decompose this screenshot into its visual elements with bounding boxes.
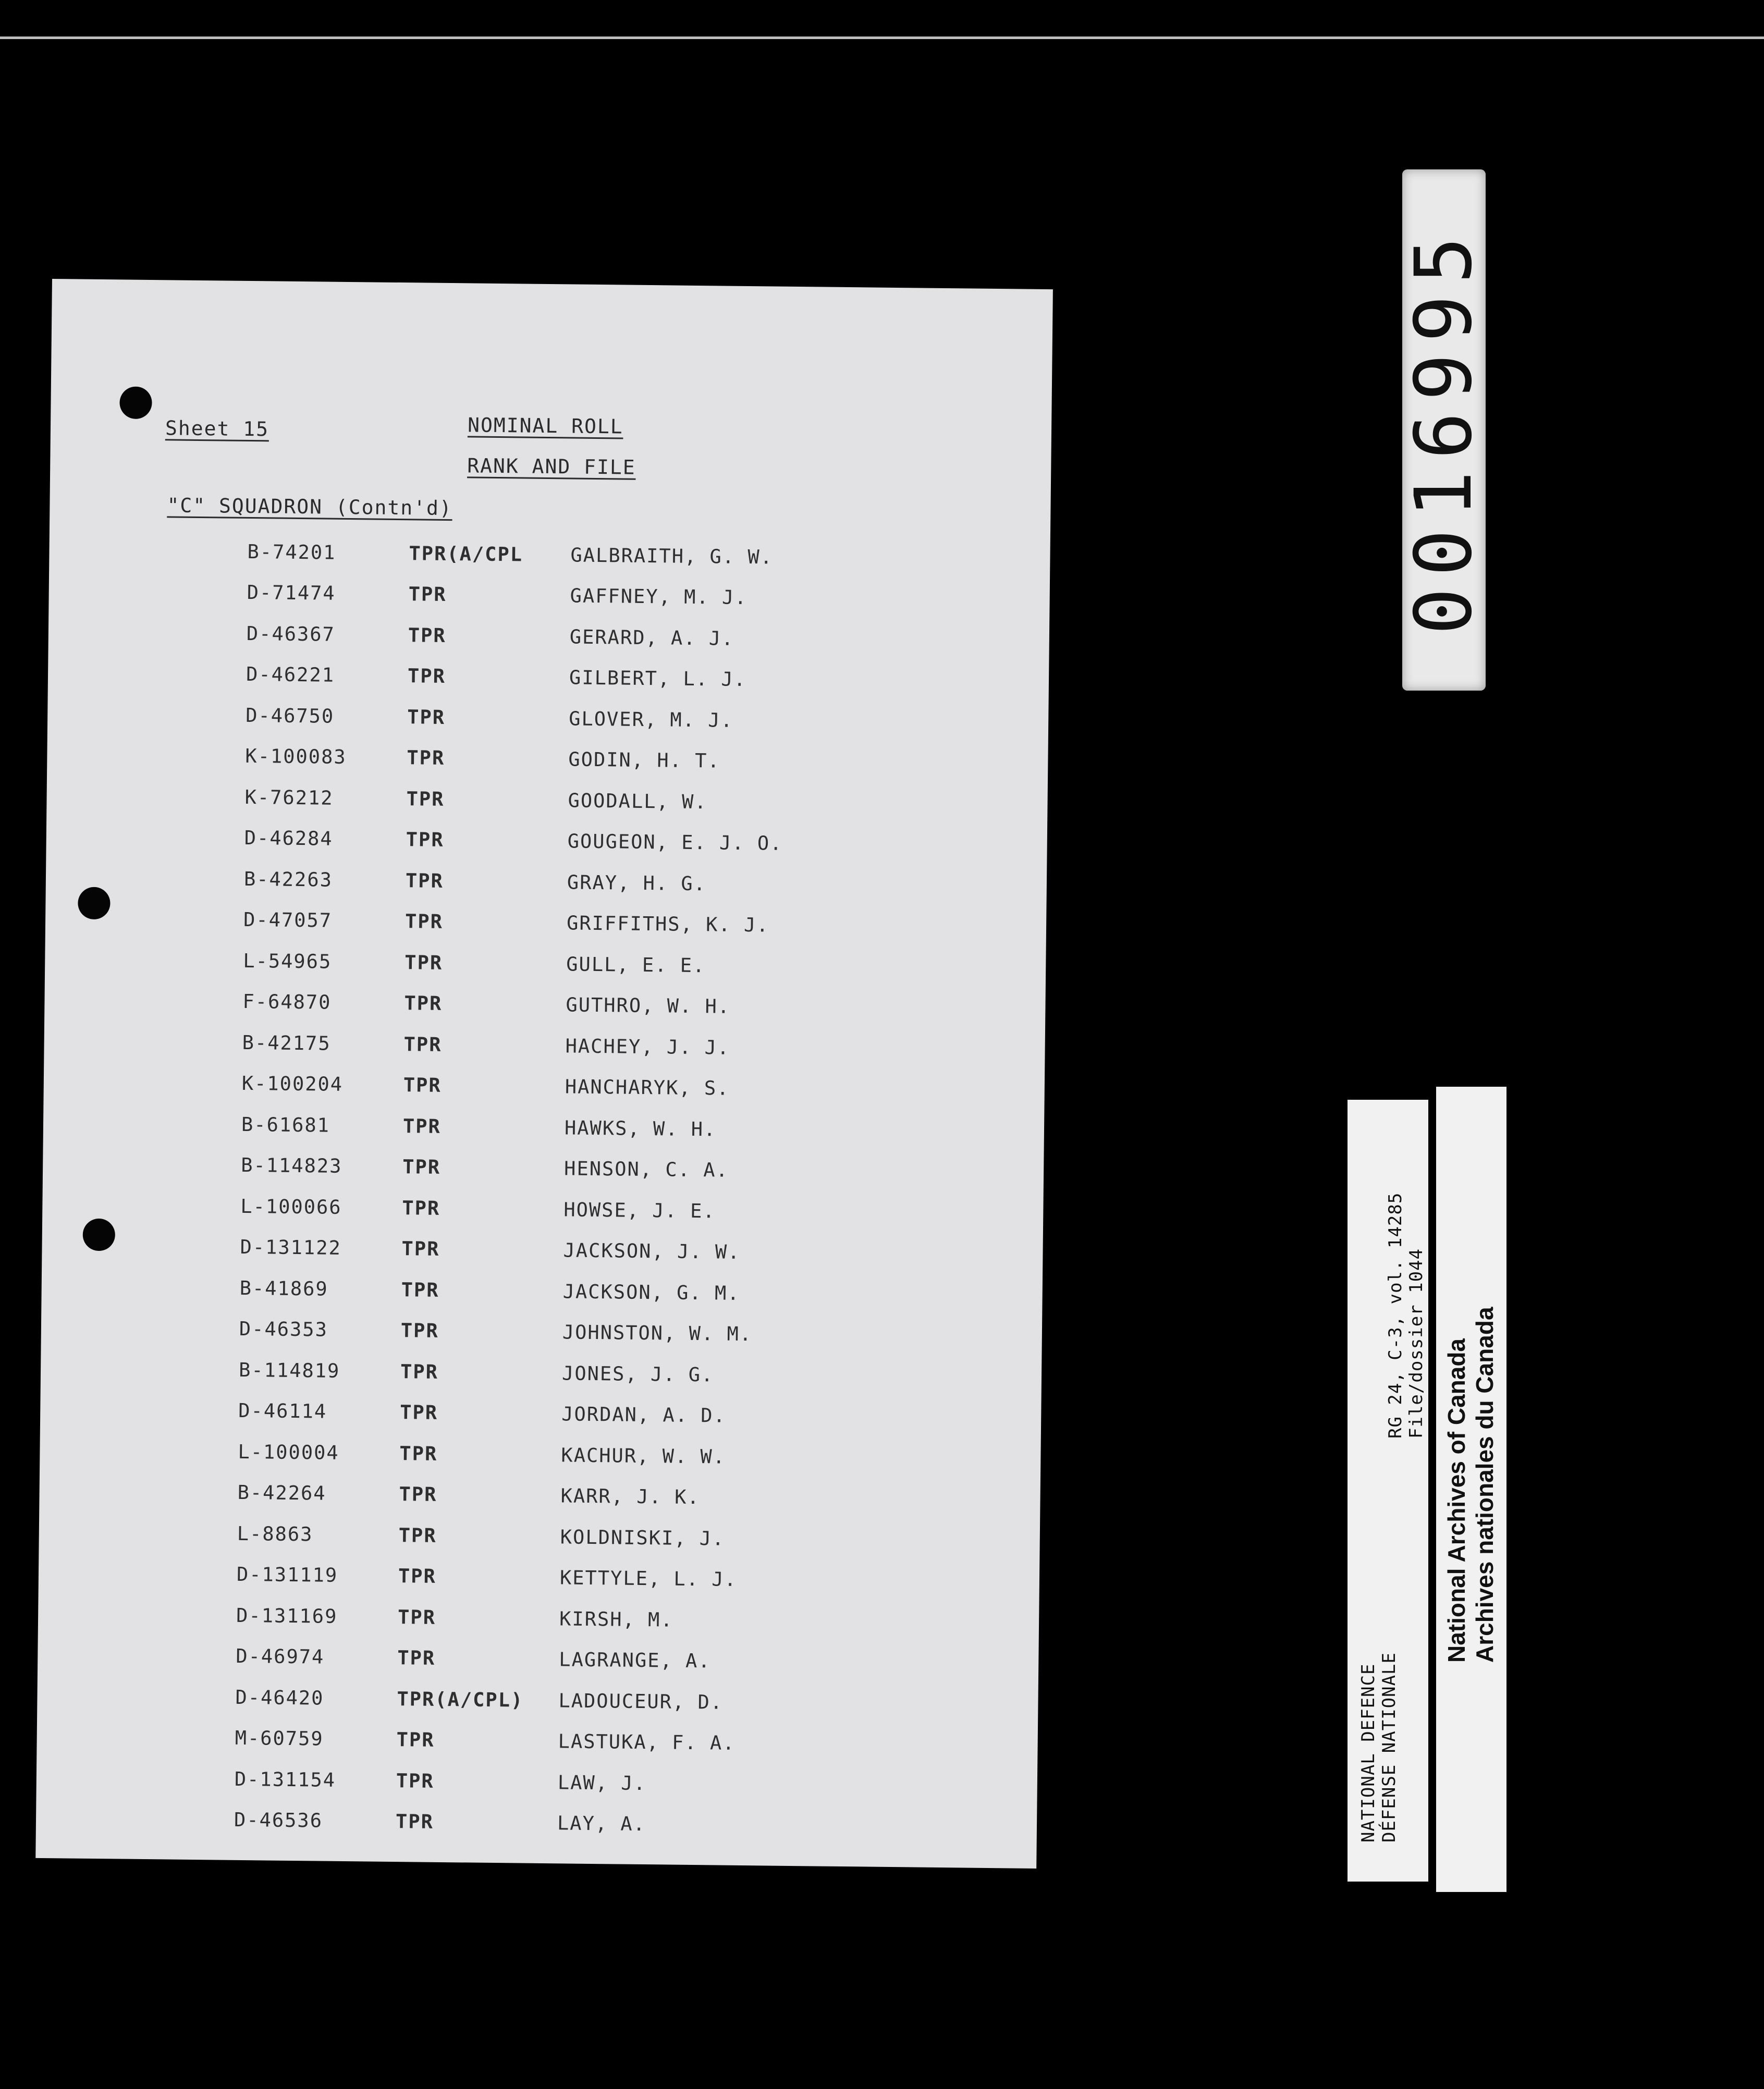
roll-entry xyxy=(241,1063,1003,1112)
roll-entry xyxy=(235,1677,997,1726)
service-number: D-71474 xyxy=(247,581,336,605)
soldier-name: HANCHARYK, S. xyxy=(565,1075,730,1100)
archive-reference-line2: File/dossier 1044 xyxy=(1406,1248,1427,1439)
service-number: B-41869 xyxy=(239,1276,328,1300)
rank: TPR xyxy=(406,828,444,852)
page-subtitle: RANK AND FILE xyxy=(467,454,636,479)
service-number: D-46367 xyxy=(246,622,336,646)
roll-entry xyxy=(243,940,1005,989)
rank: TPR xyxy=(404,992,443,1015)
rank: TPR xyxy=(402,1156,441,1179)
soldier-name: GODIN, H. T. xyxy=(568,748,720,772)
soldier-name: LASTUKA, F. A. xyxy=(558,1730,736,1755)
soldier-name: KIRSH, M. xyxy=(559,1607,673,1631)
service-number: D-46750 xyxy=(246,704,335,728)
soldier-name: GAFFNEY, M. J. xyxy=(570,584,748,609)
rank: TPR xyxy=(402,1114,442,1138)
service-number: K-100083 xyxy=(245,745,347,769)
roll-entry xyxy=(247,572,1008,621)
rank: TPR xyxy=(396,1728,435,1752)
rank: TPR xyxy=(400,1319,439,1343)
roll-entry xyxy=(237,1554,998,1603)
service-number: D-46974 xyxy=(236,1645,325,1668)
archives-en: National Archives of Canada xyxy=(1443,1338,1470,1663)
section-heading: "C" SQUADRON (Contn'd) xyxy=(167,494,452,520)
roll-entry xyxy=(239,1308,1001,1357)
roll-entry xyxy=(246,695,1007,744)
rank: TPR xyxy=(397,1605,436,1629)
rank: TPR xyxy=(399,1442,438,1465)
document-sheet xyxy=(35,279,1053,1869)
punch-hole-middle xyxy=(78,887,111,920)
soldier-name: KOLDNISKI, J. xyxy=(560,1526,725,1550)
rank: TPR(A/CPL xyxy=(409,542,523,566)
service-number: L-100066 xyxy=(240,1195,342,1219)
roll-entry xyxy=(244,858,1006,907)
soldier-name: GERARD, A. J. xyxy=(569,625,734,650)
rank: TPR xyxy=(405,951,443,974)
rank: TPR xyxy=(396,1769,434,1792)
soldier-name: GILBERT, L. J. xyxy=(569,666,747,691)
rank: TPR xyxy=(401,1237,440,1261)
archives-fr: Archives nationales du Canada xyxy=(1471,1307,1498,1663)
archives-label xyxy=(1436,1087,1506,1892)
rank: TPR xyxy=(401,1278,439,1301)
scan-top-line xyxy=(0,36,1764,39)
rank: TPR xyxy=(402,1196,440,1220)
service-number: D-46353 xyxy=(239,1318,328,1341)
soldier-name: LAGRANGE, A. xyxy=(559,1648,711,1673)
soldier-name: HENSON, C. A. xyxy=(564,1157,729,1182)
service-number: B-42264 xyxy=(237,1481,326,1505)
soldier-name: JACKSON, G. M. xyxy=(562,1280,740,1305)
rank: TPR xyxy=(406,787,445,810)
rank: TPR xyxy=(405,910,444,933)
roll-entry xyxy=(238,1431,999,1480)
rank: TPR(A/CPL) xyxy=(397,1687,524,1712)
soldier-name: JOHNSTON, W. M. xyxy=(562,1321,753,1346)
soldier-name: LAW, J. xyxy=(557,1771,646,1795)
service-number: B-74201 xyxy=(247,540,336,564)
roll-entry xyxy=(235,1717,996,1766)
soldier-name: LAY, A. xyxy=(557,1812,646,1836)
roll-entry xyxy=(234,1799,996,1848)
soldier-name: HACHEY, J. J. xyxy=(565,1035,730,1059)
punch-hole-bottom xyxy=(82,1219,115,1251)
roll-entry xyxy=(243,899,1005,948)
service-number: L-54965 xyxy=(243,949,332,973)
roll-entry xyxy=(234,1759,996,1808)
service-number: B-42263 xyxy=(243,867,333,891)
service-number: D-46221 xyxy=(246,663,335,686)
rank: TPR xyxy=(400,1360,439,1383)
service-number: D-46420 xyxy=(235,1686,324,1710)
rank: TPR xyxy=(398,1565,437,1588)
service-number: L-8863 xyxy=(237,1522,313,1546)
rank: TPR xyxy=(407,705,446,729)
service-number: L-100004 xyxy=(238,1440,339,1464)
roll-entry xyxy=(246,613,1008,662)
rank: TPR xyxy=(403,1033,442,1056)
soldier-name: GOUGEON, E. J. O. xyxy=(567,830,783,855)
roll-entry xyxy=(246,654,1008,703)
service-number: M-60759 xyxy=(235,1727,324,1750)
roll-entry xyxy=(242,1022,1003,1071)
roll-entry xyxy=(237,1513,998,1562)
dept-en: NATIONAL DEFENCE xyxy=(1358,1663,1379,1842)
rank: TPR xyxy=(403,1074,442,1097)
soldier-name: GRAY, H. G. xyxy=(567,871,707,895)
rank: TPR xyxy=(405,869,444,892)
service-number: D-46114 xyxy=(238,1399,327,1423)
service-number: F-64870 xyxy=(242,990,332,1014)
stamp-number: 0016995 xyxy=(1399,225,1489,635)
service-number: D-131119 xyxy=(236,1563,338,1587)
service-number: K-100204 xyxy=(241,1072,344,1096)
rank: TPR xyxy=(400,1401,438,1424)
service-number: D-46536 xyxy=(234,1809,323,1832)
stamp-label xyxy=(1399,169,1489,691)
service-number: B-114823 xyxy=(240,1154,342,1178)
dept-fr: DÉFENSE NATIONALE xyxy=(1379,1652,1400,1842)
soldier-name: HOWSE, J. E. xyxy=(564,1198,716,1223)
roll-entry xyxy=(245,735,1007,784)
roll-entry xyxy=(236,1595,998,1644)
roll-entry xyxy=(236,1636,997,1685)
soldier-name: GUTHRO, W. H. xyxy=(566,993,731,1018)
roll-entry xyxy=(239,1349,1000,1398)
service-number: B-114819 xyxy=(238,1358,340,1382)
roll-entry xyxy=(247,531,1009,580)
roll-entry xyxy=(239,1268,1001,1317)
service-number: D-131169 xyxy=(236,1604,338,1628)
rank: TPR xyxy=(397,1646,436,1670)
department-label xyxy=(1348,1100,1428,1882)
archive-reference-line1: RG 24, C-3, vol. 14285 xyxy=(1385,1192,1406,1439)
sheet-label: Sheet 15 xyxy=(165,416,270,441)
roll-entry xyxy=(244,777,1006,826)
service-number: D-46284 xyxy=(244,827,333,850)
soldier-name: JACKSON, J. W. xyxy=(563,1239,741,1264)
roll-entry xyxy=(242,981,1004,1030)
roll-entry xyxy=(237,1472,999,1521)
roll-entry xyxy=(238,1390,1000,1439)
roll-entry xyxy=(240,1226,1001,1275)
rank: TPR xyxy=(407,665,446,688)
roll-entry xyxy=(241,1145,1002,1194)
soldier-name: GOODALL, W. xyxy=(568,789,707,813)
soldier-name: LADOUCEUR, D. xyxy=(558,1689,724,1714)
soldier-name: KACHUR, W. W. xyxy=(561,1444,726,1468)
service-number: K-76212 xyxy=(244,785,334,809)
soldier-name: KARR, J. K. xyxy=(560,1484,700,1509)
soldier-name: GALBRAITH, G. W. xyxy=(570,544,774,569)
rank: TPR xyxy=(408,583,447,606)
rank: TPR xyxy=(408,623,446,647)
roll-entry xyxy=(244,817,1006,866)
nominal-roll-list xyxy=(234,531,1009,1848)
service-number: B-61681 xyxy=(241,1113,330,1137)
soldier-name: JORDAN, A. D. xyxy=(561,1403,727,1427)
rank: TPR xyxy=(398,1523,437,1547)
soldier-name: HAWKS, W. H. xyxy=(564,1116,717,1141)
roll-entry xyxy=(240,1186,1002,1235)
roll-entry xyxy=(241,1104,1003,1153)
rank: TPR xyxy=(407,746,445,770)
rank: TPR xyxy=(399,1483,437,1506)
soldier-name: KETTYLE, L. J. xyxy=(559,1566,738,1591)
page-title: NOMINAL ROLL xyxy=(467,413,623,438)
service-number: D-47057 xyxy=(243,908,333,932)
service-number: D-131154 xyxy=(234,1767,336,1791)
service-number: D-131122 xyxy=(240,1236,342,1260)
soldier-name: GRIFFITHS, K. J. xyxy=(566,912,769,937)
soldier-name: GULL, E. E. xyxy=(566,953,706,977)
soldier-name: GLOVER, M. J. xyxy=(568,707,734,732)
rank: TPR xyxy=(395,1810,434,1834)
punch-hole-top xyxy=(119,386,152,419)
soldier-name: JONES, J. G. xyxy=(561,1362,714,1386)
service-number: B-42175 xyxy=(242,1031,331,1055)
